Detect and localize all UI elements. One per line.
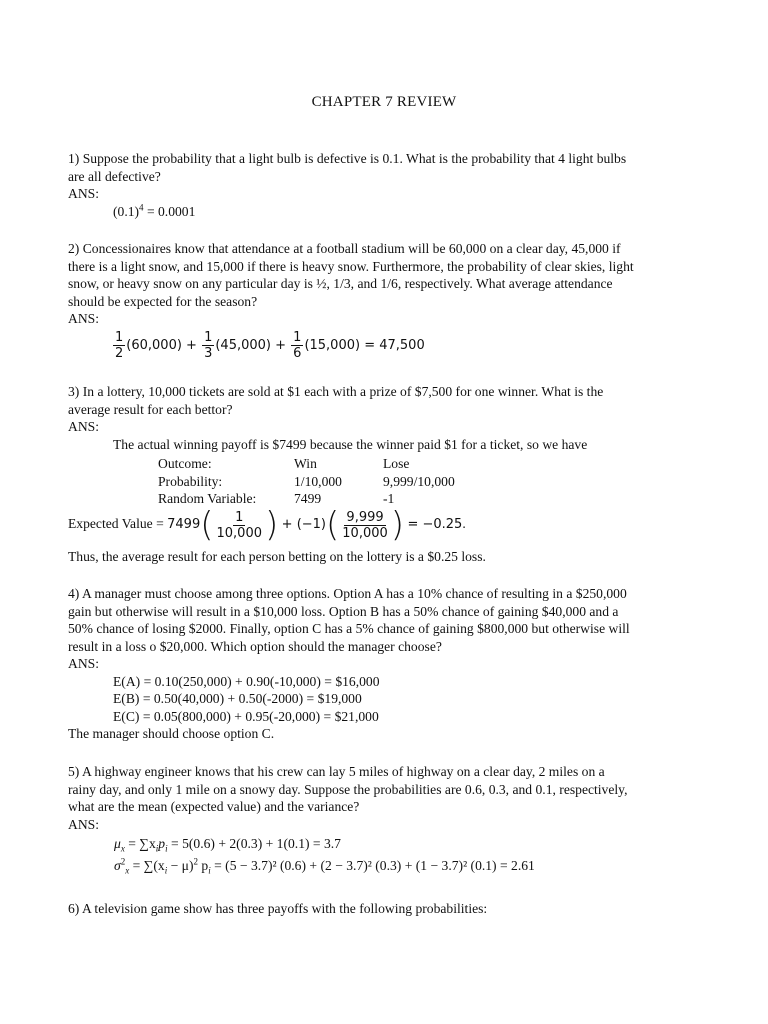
question-2-line: should be expected for the season? — [68, 293, 258, 309]
fraction-numerator: 1 — [293, 330, 302, 345]
fraction-numerator: 9,999 — [346, 509, 384, 525]
fraction-denominator: 6 — [293, 346, 302, 361]
equation-term: μ — [114, 836, 121, 851]
question-4-conclusion: The manager should choose option C. — [68, 726, 275, 741]
subscript: i — [208, 865, 211, 876]
subscript: i — [165, 843, 168, 854]
subscript: x — [120, 843, 125, 854]
question-3 — [68, 383, 708, 453]
question-3-line: 3) In a lottery, 10,000 tickets are sold at $1 each with a prize of $7,500 for one winner. What is the — [68, 384, 604, 399]
outcome-table — [158, 455, 455, 508]
fraction-numerator: 1 — [235, 509, 244, 525]
answer-label: ANS: — [68, 656, 99, 671]
equation-term: = ∑x — [124, 836, 156, 851]
fraction — [340, 510, 390, 541]
question-3-line: average result for each bettor? — [68, 401, 233, 417]
equation-term: + (−1) — [281, 517, 327, 533]
superscript: 2 — [120, 856, 126, 867]
table-cell: 7499 — [294, 491, 322, 506]
table-cell: Lose — [383, 456, 410, 471]
question-4-line: gain but otherwise will result in a $10,000 loss. Option B has a 50% chance of gaining $40,000 and a — [68, 603, 619, 619]
equation-term: (60,000) + — [126, 338, 197, 353]
question-6: 6) A television game show has three payoffs with the following probabilities: — [68, 901, 488, 916]
fraction-denominator: 2 — [115, 346, 124, 361]
variance-equation — [114, 857, 535, 875]
left-paren: ( — [326, 505, 340, 545]
answer-2-equation — [112, 330, 425, 361]
question-2-line: snow, or heavy snow on any particular day is ½, 1/3, and 1/6, respectively. What average attendance — [68, 276, 613, 291]
answer-label: ANS: — [68, 186, 99, 201]
answer-1-result: = 0.0001 — [143, 203, 196, 219]
right-paren: ) — [390, 505, 405, 545]
answer-1-base: (0.1) — [113, 203, 140, 219]
table-row — [158, 455, 455, 473]
expected-value-b: E(B) = 0.50(40,000) + 0.50(-2000) = $19,000 — [113, 691, 362, 706]
answer-1 — [68, 203, 708, 221]
equation-result: = −0.25 — [407, 517, 463, 533]
equation-label: Expected Value = — [68, 516, 168, 532]
subscript: i — [164, 865, 168, 876]
question-5-line: 5) A highway engineer knows that his crew can lay 5 miles of highway on a clear day, 2 miles on a — [68, 764, 605, 779]
table-cell: Outcome: — [158, 456, 212, 471]
question-4-line: 4) A manager must choose among three options. Option A has a 10% chance of resulting in a $250,000 — [68, 586, 627, 601]
answer-label: ANS: — [68, 419, 99, 434]
question-3-conclusion: Thus, the average result for each person betting on the lottery is a $0.25 loss. — [68, 549, 486, 564]
fraction — [215, 510, 265, 541]
answer-1-exponent: 4 — [139, 201, 144, 212]
expected-value-equation — [68, 505, 466, 545]
table-cell: Probability: — [158, 473, 223, 489]
answer-label: ANS: — [68, 311, 99, 326]
subscript: i — [155, 843, 159, 854]
left-paren: ( — [200, 505, 214, 545]
question-5-line: rainy day, and only 1 mile on a snowy day. Suppose the probabilities are 0.6, 0.3, and 0.1, respectively, — [68, 781, 628, 797]
equation-term: σ — [114, 858, 121, 873]
page-title: CHAPTER 7 REVIEW — [311, 94, 457, 110]
fraction-denominator: 10,000 — [342, 525, 388, 541]
fraction — [113, 330, 125, 361]
mean-equation — [114, 835, 341, 853]
equation-term: (45,000) + — [215, 338, 287, 353]
fraction-denominator: 3 — [204, 346, 213, 361]
table-cell: Random Variable: — [158, 491, 257, 506]
fraction — [202, 330, 214, 361]
equation-term: (15,000) = 47,500 — [304, 338, 425, 353]
question-1-line: 1) Suppose the probability that a light bulb is defective is 0.1. What is the probability that 4 light bulbs — [68, 151, 627, 166]
question-4-line: 50% chance of losing $2000. Finally, option C has a 5% chance of gaining $800,000 but otherwise will — [68, 621, 630, 636]
equation-term: p — [198, 858, 209, 873]
table-row — [158, 473, 455, 491]
fraction — [291, 330, 303, 361]
equation-term: = ∑(x — [129, 858, 165, 873]
question-2 — [68, 240, 708, 328]
subscript: x — [125, 865, 130, 876]
question-1 — [68, 150, 708, 220]
equation-term: = 5(0.6) + 2(0.3) + 1(0.1) = 3.7 — [167, 836, 341, 851]
answer-3-explanation: The actual winning payoff is $7499 because the winner paid $1 for a ticket, so we have — [113, 436, 588, 452]
question-5-line: what are the mean (expected value) and the variance? — [68, 799, 360, 814]
table-cell: 9,999/10,000 — [383, 473, 455, 489]
equation-term: 7499 — [167, 517, 201, 533]
table-cell: -1 — [383, 491, 395, 506]
question-1-line: are all defective? — [68, 168, 161, 184]
question-2-line: 2) Concessionaires know that attendance at a football stadium will be 60,000 on a clear day, 45,000 if — [68, 241, 621, 256]
fraction-numerator: 1 — [115, 330, 124, 345]
equation-term: p — [158, 836, 166, 851]
fraction-numerator: 1 — [204, 330, 213, 345]
question-4 — [68, 585, 708, 743]
fraction-denominator: 10,000 — [216, 525, 262, 541]
equation-term: − μ) — [167, 858, 194, 873]
expected-value-a: E(A) = 0.10(250,000) + 0.90(-10,000) = $16,000 — [113, 673, 380, 689]
table-cell: 1/10,000 — [294, 473, 342, 489]
question-4-line: result in a loss o $20,000. Which option should the manager choose? — [68, 638, 442, 654]
superscript: 2 — [193, 856, 198, 867]
answer-label: ANS: — [68, 816, 99, 832]
equation-period: . — [462, 516, 466, 532]
right-paren: ) — [265, 505, 279, 545]
expected-value-c: E(C) = 0.05(800,000) + 0.95(-20,000) = $21,000 — [113, 708, 379, 724]
equation-term: = (5 − 3.7)² (0.6) + (2 − 3.7)² (0.3) + (1 − 3.7)² (0.1) = 2.61 — [210, 858, 535, 873]
question-5 — [68, 763, 708, 833]
table-cell: Win — [294, 456, 317, 471]
question-2-line: there is a light snow, and 15,000 if there is heavy snow. Furthermore, the probability of clear skies, light — [68, 258, 634, 274]
